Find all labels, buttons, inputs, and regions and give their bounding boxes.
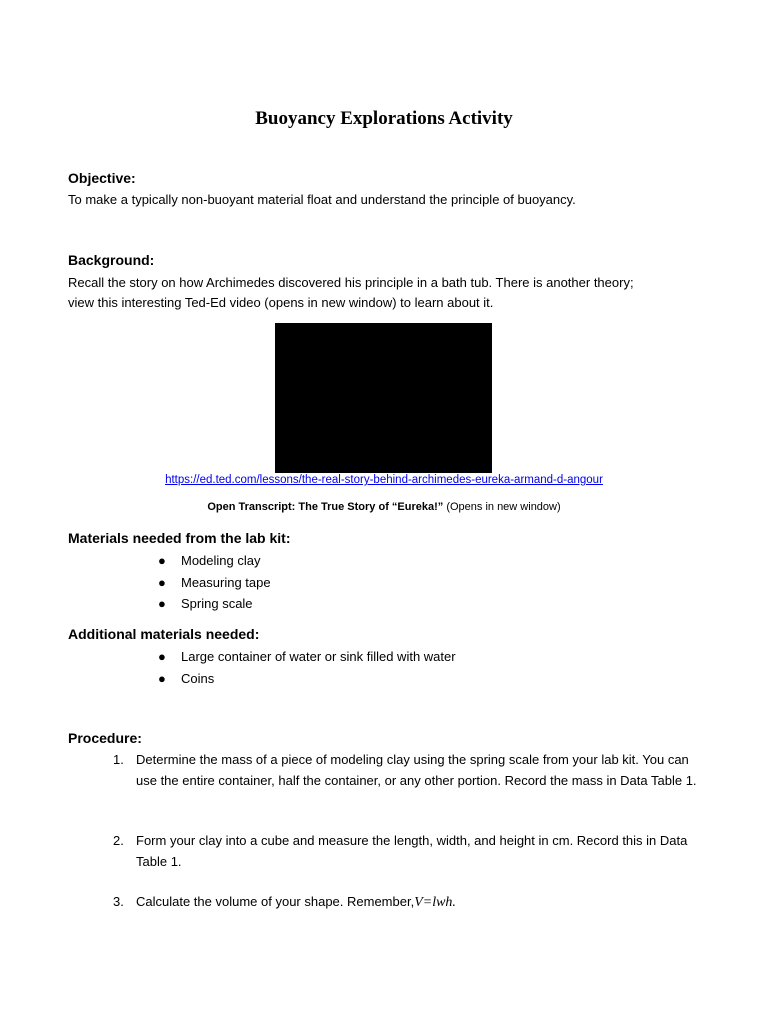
list-item [0,668,456,690]
list-item-label: Measuring tape [181,574,271,590]
transcript-link[interactable] [0,501,768,513]
step-text: Calculate the volume of your shape. Remember, [136,894,415,909]
volume-formula: V=lwh. [414,895,456,910]
step-number: 3. [113,894,124,909]
embedded-video[interactable] [275,323,492,473]
list-item-label: Large container of water or sink filled with water [181,649,456,664]
step-text-container [136,892,701,914]
additional-materials-list [0,646,456,689]
background-text-line1: Recall the story on how Archimedes discovered his principle in a bath tub. There is another theory; [68,275,634,290]
transcript-title: Open Transcript: The True Story of “Eureka!” [207,501,444,513]
step-text: Determine the mass of a piece of modeling clay using the spring scale from your lab kit. You can use the entire container, half the container, or any other portion. Record the mass in Data Table 1. [136,752,697,788]
page-title: Buoyancy Explorations Activity [255,108,513,129]
objective-text: To make a typically non-buoyant material float and understand the principle of buoyancy. [68,192,576,207]
bullet-icon: ● [158,649,166,664]
bullet-icon: ● [158,574,166,590]
step-number: 2. [113,833,124,848]
list-item-label: Spring scale [181,596,253,611]
step-text: Form your clay into a cube and measure the length, width, and height in cm. Record this in Data Table 1. [136,833,688,869]
list-item [0,550,271,572]
objective-heading: Objective: [68,170,136,186]
bullet-icon: ● [158,553,166,568]
procedure-heading: Procedure: [68,730,142,746]
step-number: 1. [113,752,124,767]
list-item [0,572,271,594]
bullet-icon: ● [158,596,166,611]
materials-list [0,550,271,615]
materials-heading: Materials needed from the lab kit: [68,530,291,546]
background-text-line2: view this interesting Ted-Ed video (opens in new window) to learn about it. [68,295,494,310]
list-item-label: Modeling clay [181,553,261,568]
additional-materials-heading: Additional materials needed: [68,626,260,642]
list-item-label: Coins [181,670,215,686]
list-item [0,593,271,615]
ted-video-link[interactable]: https://ed.ted.com/lessons/the-real-story-behind-archimedes-eureka-armand-d-angour [165,474,603,486]
transcript-note: (Opens in new window) [443,501,561,513]
list-item [0,646,456,668]
background-heading: Background: [68,252,155,268]
bullet-icon: ● [158,670,166,686]
